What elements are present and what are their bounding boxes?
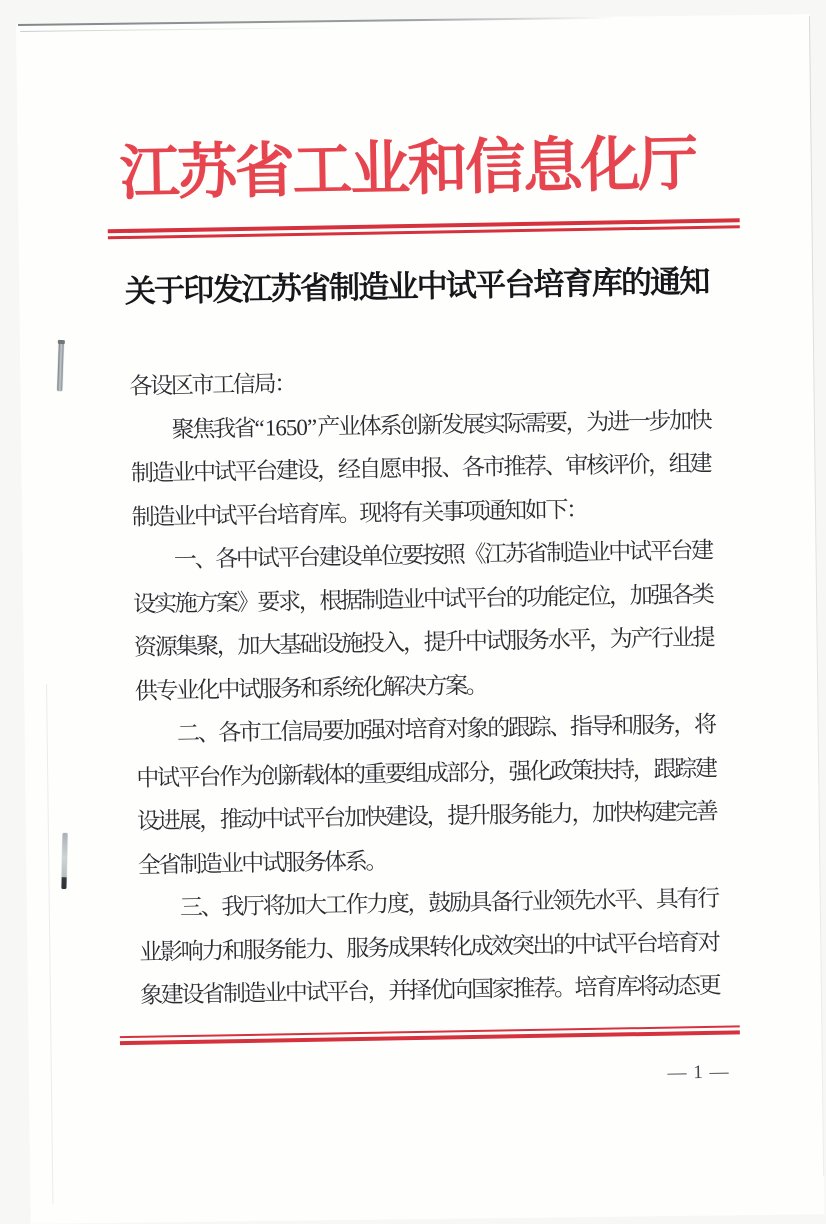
body-line: 资源集聚，加大基础设施投入，提升中试服务水平，为产行业提 [133, 624, 716, 660]
letterhead-separator-line [108, 218, 740, 239]
body-line: 象建设省制造业中试平台，并择优向国家推荐。培育库将动态更 [139, 972, 722, 1008]
document-body [129, 355, 722, 1018]
letterhead-agency-name: 江苏省工业和信息化厅 [119, 130, 699, 208]
body-line: 一、各中试平台建设单位要按照《江苏省制造业中试平台建 [173, 537, 715, 573]
document-title: 关于印发江苏省制造业中试平台培育库的通知 [124, 263, 711, 309]
body-line: 制造业中试平台建设，经自愿申报、各市推荐、审核评价，组建 [130, 450, 713, 486]
salutation-line: 各设区市工信局： [129, 370, 298, 399]
body-line: 三、我厅将加大工作力度，鼓励具备行业领先水平、具有行 [179, 885, 721, 921]
footer-separator-line [120, 1025, 740, 1045]
body-line: 全省制造业中试服务体系。 [137, 847, 389, 878]
body-line: 聚焦我省“1650”产业体系创新发展实际需要，为进一步加快 [171, 407, 713, 442]
body-line: 供专业化中试服务和系统化解决方案。 [134, 672, 489, 704]
body-line: 设实施方案》要求，根据制造业中试平台的功能定位，加强各类 [133, 581, 715, 617]
body-line: 中试平台作为创新载体的重要组成部分，强化政策扶持，跟踪建 [136, 755, 719, 791]
body-line: 制造业中试平台培育库。现将有关事项通知如下： [131, 496, 590, 530]
body-line: 设进展，推动中试平台加快建设，提升服务能力，加快构建完善 [136, 798, 719, 834]
page-number: — 1 — [667, 1061, 730, 1084]
body-line: 业影响力和服务能力、服务成果转化成效突出的中试平台培育对 [139, 929, 722, 965]
body-line: 二、各市工信局要加强对培育对象的跟踪、指导和服务，将 [176, 711, 718, 747]
